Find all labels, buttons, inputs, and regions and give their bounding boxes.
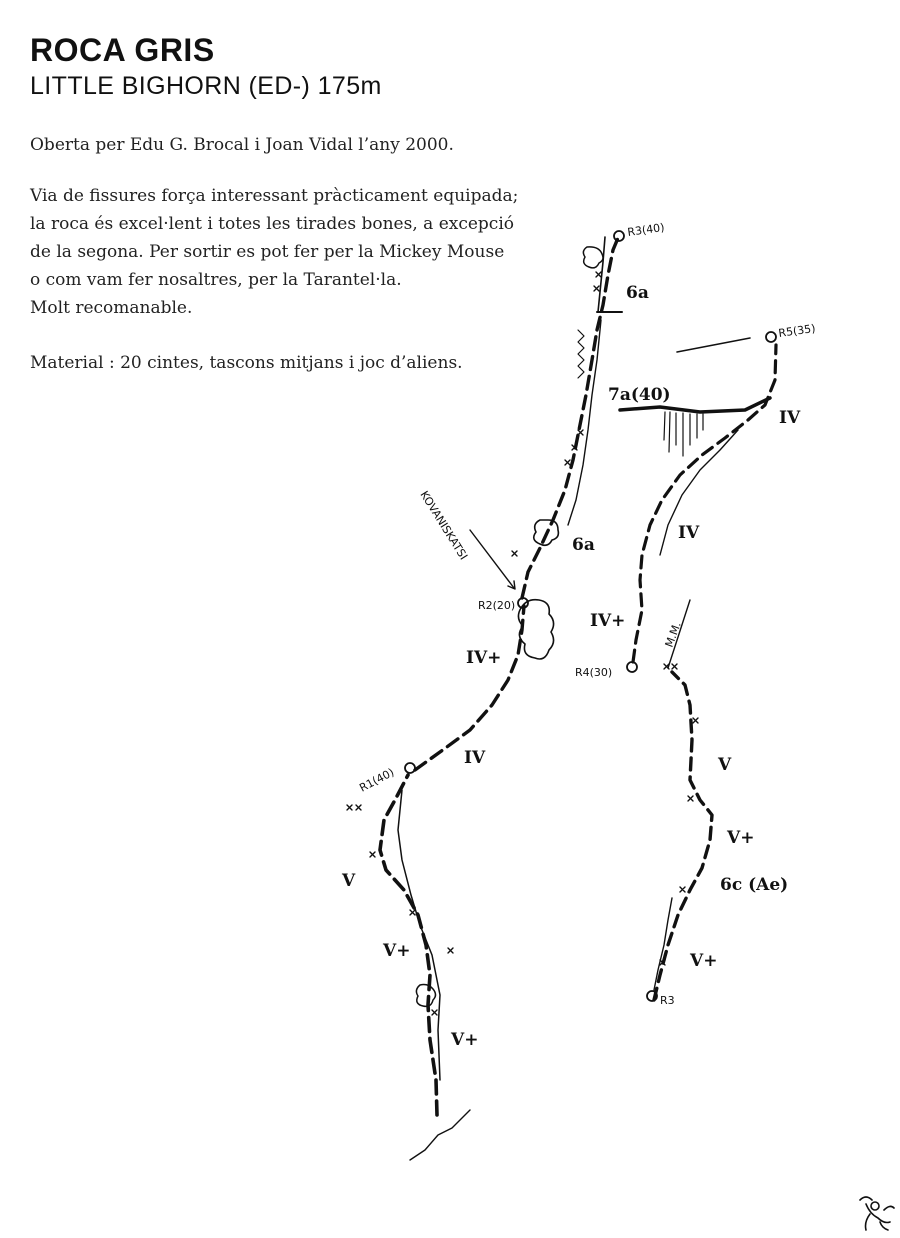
grade-label: IV+ [590, 611, 626, 631]
route-pitch-2-line [415, 606, 524, 770]
crack-zigzag [578, 330, 584, 378]
grade-label: 6a [626, 283, 649, 303]
bush-icon [583, 247, 603, 268]
grade-label: V+ [383, 941, 411, 961]
climber-logo-icon [860, 1197, 894, 1230]
grade-label: 7a(40) [608, 385, 671, 405]
exit-arrow [470, 530, 514, 588]
start-ledge [410, 1110, 470, 1160]
grade-label: V+ [451, 1030, 479, 1050]
route-subtitle: LITTLE BIGHORN (ED-) 175m [30, 72, 382, 100]
belay-r1-label: R1(40) [357, 765, 397, 795]
description-line: o com vam fer nosaltres, per la Tarantel·la. [30, 270, 402, 290]
grade-label: IV [779, 408, 801, 428]
belay-r1-icon [405, 763, 415, 773]
belay-r2-label: R2(20) [478, 599, 516, 612]
grade-label: IV [678, 523, 700, 543]
description-line: Via de fissures força interessant pràcticament equipada; [30, 186, 519, 206]
belay-r4-icon [627, 662, 637, 672]
authors-text: Oberta per Edu G. Brocal i Joan Vidal l’any 2000. [30, 135, 454, 155]
grade-label: 6c (Ae) [720, 875, 789, 895]
bush-icon [416, 985, 435, 1007]
grade-label: V+ [727, 828, 755, 848]
crack-line [568, 320, 601, 525]
grade-label: 6a [572, 535, 595, 555]
grade-label: V+ [690, 951, 718, 971]
grade-label: IV+ [466, 648, 502, 668]
route-pitch-3-line [522, 238, 618, 598]
belay-r3-right-label: R3 [660, 994, 675, 1007]
belay-r4-label: R4(30) [575, 666, 613, 679]
belay-r5-label: R5(35) [777, 321, 817, 340]
description-line: la roca és excel·lent i totes les tirades bones, a excepció [30, 214, 514, 234]
mickey-mouse-label: M.M. [662, 620, 684, 650]
crack-line [398, 790, 440, 1080]
roof-ledge-line [677, 338, 750, 352]
belay-r3-top-label: R3(40) [626, 220, 666, 239]
description-line: Molt recomanable. [30, 298, 193, 318]
grade-label: IV [464, 748, 486, 768]
grade-label: V [342, 871, 356, 891]
description-line: de la segona. Per sortir es pot fer per la Mickey Mouse [30, 242, 505, 262]
page-title: ROCA GRIS [30, 32, 215, 68]
grade-label: V [718, 755, 732, 775]
material-text: Material : 20 cintes, tascons mitjans i joc d’aliens. [30, 353, 463, 373]
bolt-marks [347, 272, 698, 1015]
roof-shading [664, 412, 703, 456]
belay-r5-icon [766, 332, 776, 342]
kovaniskatsi-label: KOVANISKATSI [417, 488, 471, 563]
